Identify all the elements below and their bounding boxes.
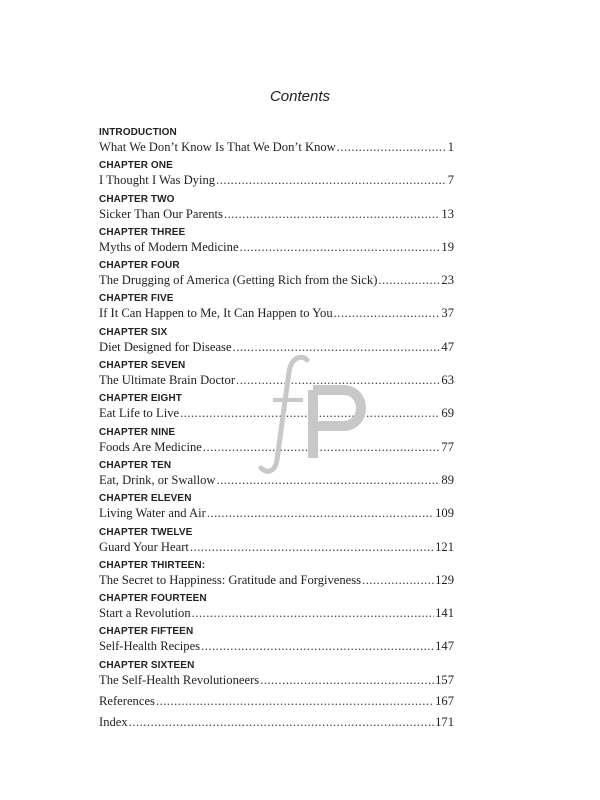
dot-leader [236, 372, 440, 389]
toc-entry-chapter-five[interactable] [99, 293, 454, 326]
toc-entry-chapter-eight[interactable] [99, 393, 454, 426]
toc-entry-chapter-two[interactable] [99, 194, 454, 227]
toc-line[interactable] [99, 572, 454, 589]
toc-line[interactable] [99, 638, 454, 655]
dot-leader [207, 505, 434, 522]
page-number: 167 [435, 694, 454, 709]
page-number: 141 [435, 606, 454, 621]
toc-line[interactable] [99, 714, 454, 731]
toc-entry-chapter-thirteen[interactable] [99, 560, 454, 593]
chapter-label: CHAPTER SIX [99, 326, 168, 338]
index-title: Index [99, 715, 128, 730]
references-title: References [99, 694, 155, 709]
chapter-label: CHAPTER SIXTEEN [99, 659, 195, 671]
chapter-label: CHAPTER TWELVE [99, 526, 193, 538]
page-number: 121 [435, 539, 454, 554]
page-number: 1 [447, 140, 454, 154]
chapter-label: CHAPTER SEVEN [99, 360, 186, 372]
dot-leader [216, 472, 440, 489]
page-number: 63 [441, 373, 454, 388]
page-number: 89 [441, 472, 454, 487]
toc-entry-chapter-sixteen[interactable] [99, 660, 454, 693]
toc-entry-chapter-six[interactable] [99, 327, 454, 360]
toc-line[interactable] [99, 206, 454, 223]
toc-entry-chapter-seven[interactable] [99, 360, 454, 393]
toc-line[interactable] [99, 139, 454, 156]
dot-leader [192, 605, 434, 622]
toc-line[interactable] [99, 472, 454, 489]
toc-entry-chapter-three[interactable] [99, 227, 454, 260]
chapter-title: Self-Health Recipes [99, 639, 201, 654]
page-number: 19 [441, 239, 454, 254]
dot-leader [190, 539, 434, 556]
page-number: 13 [441, 206, 454, 221]
toc-line[interactable] [99, 372, 454, 389]
toc-line[interactable] [99, 272, 454, 289]
dot-leader [362, 572, 434, 589]
chapter-title: Myths of Modern Medicine [99, 239, 239, 254]
chapter-label: CHAPTER FIFTEEN [99, 626, 194, 638]
page-number: 109 [435, 506, 454, 521]
toc-line[interactable] [99, 305, 454, 322]
chapter-title: Guard Your Heart [99, 539, 189, 554]
chapter-label: CHAPTER TEN [99, 459, 172, 471]
chapter-title: The Self-Health Revolutioneers [99, 672, 260, 687]
chapter-title: The Drugging of America (Getting Rich from the Sick) [99, 273, 378, 288]
chapter-label: CHAPTER THIRTEEN: [99, 559, 206, 571]
chapter-title: The Ultimate Brain Doctor [99, 373, 236, 388]
page-number: 171 [435, 715, 454, 730]
chapter-label: CHAPTER EIGHT [99, 393, 182, 405]
toc-entry-chapter-one[interactable] [99, 160, 454, 193]
page-number: 129 [435, 572, 454, 587]
dot-leader [203, 439, 441, 456]
toc-line[interactable] [99, 439, 454, 456]
page-number: 47 [441, 339, 454, 354]
toc-line[interactable] [99, 239, 454, 256]
chapter-title: Living Water and Air [99, 506, 206, 521]
dot-leader [201, 638, 434, 655]
dot-leader [224, 206, 440, 223]
page-number: 37 [441, 306, 454, 321]
chapter-title: Eat, Drink, or Swallow [99, 472, 216, 487]
page-number: 147 [435, 639, 454, 654]
toc-entry-index[interactable] [99, 714, 454, 735]
toc-line[interactable] [99, 693, 454, 710]
toc-line[interactable] [99, 605, 454, 622]
chapter-label: CHAPTER FIVE [99, 293, 174, 305]
toc-line[interactable] [99, 405, 454, 422]
table-of-contents [99, 127, 454, 735]
chapter-title: Eat Life to Live [99, 406, 180, 421]
chapter-label: CHAPTER FOUR [99, 260, 180, 272]
toc-entry-references[interactable] [99, 693, 454, 714]
dot-leader [129, 714, 434, 731]
dot-leader [240, 239, 441, 256]
chapter-title: What We Don’t Know Is That We Don’t Know [99, 140, 336, 154]
toc-entry-chapter-fifteen[interactable] [99, 626, 454, 659]
dot-leader [180, 405, 440, 422]
chapter-label: CHAPTER ONE [99, 160, 173, 172]
chapter-title: Foods Are Medicine [99, 439, 202, 454]
chapter-label: INTRODUCTION [99, 127, 177, 138]
page-number: 157 [435, 672, 454, 687]
dot-leader [260, 672, 434, 689]
chapter-label: CHAPTER NINE [99, 426, 176, 438]
page-number: 69 [441, 406, 454, 421]
toc-entry-chapter-ten[interactable] [99, 460, 454, 493]
toc-entry-chapter-fourteen[interactable] [99, 593, 454, 626]
dot-leader [156, 693, 434, 710]
toc-entry-chapter-nine[interactable] [99, 427, 454, 460]
toc-line[interactable] [99, 505, 454, 522]
toc-line[interactable] [99, 539, 454, 556]
toc-entry-introduction[interactable] [99, 127, 454, 160]
chapter-label: CHAPTER THREE [99, 226, 186, 238]
dot-leader [378, 272, 440, 289]
dot-leader [334, 305, 441, 322]
dot-leader [337, 139, 447, 156]
chapter-title: Sicker Than Our Parents [99, 206, 223, 221]
chapter-title: The Secret to Happiness: Gratitude and Forgiveness [99, 572, 362, 587]
page-number: 7 [447, 173, 454, 188]
toc-entry-chapter-twelve[interactable] [99, 527, 454, 560]
page-number: 77 [441, 439, 454, 454]
page-title: Contents [269, 88, 331, 105]
chapter-title: If It Can Happen to Me, It Can Happen to You [99, 306, 333, 321]
chapter-label: CHAPTER FOURTEEN [99, 593, 207, 605]
toc-line[interactable] [99, 672, 454, 689]
chapter-label: CHAPTER ELEVEN [99, 493, 192, 505]
toc-line[interactable] [99, 172, 454, 189]
page-number: 23 [441, 273, 454, 288]
toc-entry-chapter-four[interactable] [99, 260, 454, 293]
toc-line[interactable] [99, 339, 454, 356]
dot-leader [233, 339, 441, 356]
chapter-title: Diet Designed for Disease [99, 339, 232, 354]
chapter-title: Start a Revolution [99, 606, 191, 621]
dot-leader [216, 172, 447, 189]
toc-entry-chapter-eleven[interactable] [99, 493, 454, 526]
chapter-label: CHAPTER TWO [99, 193, 175, 205]
chapter-title: I Thought I Was Dying [99, 173, 216, 188]
